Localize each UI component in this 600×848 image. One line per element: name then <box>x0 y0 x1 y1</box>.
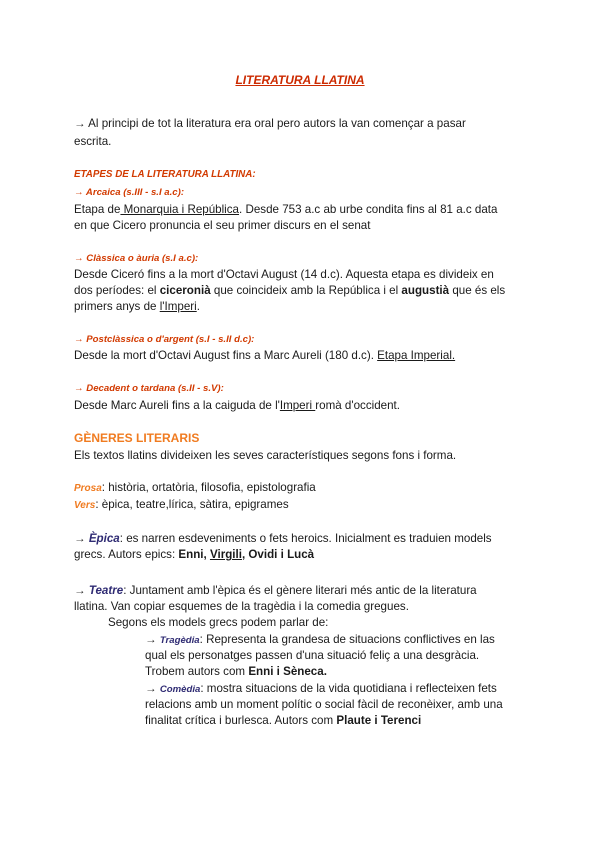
decadent-line-1 <box>74 398 400 413</box>
classica-text: que és els <box>449 284 506 297</box>
epica-tag: Èpica <box>88 532 120 545</box>
vers-tag: Vers <box>74 500 96 511</box>
teatre-line-2: llatina. Van copiar esquemes de la tragèdia i la comedia gregues. <box>74 600 409 613</box>
teatre-tag: Teatre <box>88 584 124 597</box>
prosa-line <box>74 480 316 496</box>
augustia-term: augustià <box>401 284 450 297</box>
arrow-glyph: → <box>74 584 89 597</box>
arrow-glyph: → <box>145 682 160 695</box>
classica-text: que coincideix amb la República i el <box>210 284 402 297</box>
teatre-text: : Juntament amb l'èpica és el gènere literari més antic de la literatura <box>123 584 477 597</box>
tragedia-line-2: qual els personatges passen d'una situació feliç a una desgràcia. <box>145 649 480 662</box>
classica-line-1: Desde Ciceró fins a la mort d'Octavi August (14 d.c). Aquesta etapa es divideix en <box>74 268 494 281</box>
etapes-heading: ETAPES DE LA LITERATURA LLATINA: <box>74 169 256 180</box>
comedia-text: : mostra situacions de la vida quotidiana i reflecteixen fets <box>200 682 497 695</box>
tragedia-text: Trobem autors com <box>145 665 249 678</box>
decadent-text: romà d'occident. <box>315 399 400 412</box>
page-title: LITERATURA LLATINA <box>235 73 365 87</box>
monarquia-link: Monarquia i República <box>120 203 240 216</box>
classica-text: dos períodes: el <box>74 284 160 297</box>
classica-text: . <box>196 300 200 313</box>
intro-line-1: → Al principi de tot la literatura era oral pero autors la van començar a pasar <box>74 117 466 130</box>
comedia-line-3 <box>145 713 421 728</box>
tragedia-authors: Enni i Sèneca. <box>248 665 327 678</box>
epica-author: , Ovidi i Lucà <box>241 548 315 561</box>
postclassica-heading: → Postclàssica o d'argent (s.I - s.II d.c): <box>74 334 255 345</box>
classica-text: primers anys de <box>74 300 160 313</box>
arcaica-line-1 <box>74 202 497 217</box>
tragedia-line-1 <box>145 632 495 648</box>
imperi-link: l'Imperi <box>159 300 197 313</box>
classica-line-3 <box>74 299 200 314</box>
virgili-author: Virgili <box>209 548 242 561</box>
postclassica-text: Desde la mort d'Octavi August fins a Marc Aureli (180 d.c). <box>74 349 378 362</box>
imperi-term: Imperi <box>279 399 316 412</box>
etapa-imperial-link: Etapa Imperial. <box>377 349 456 362</box>
classica-heading: → Clàssica o àuria (s.I a.c): <box>74 253 199 264</box>
prosa-text: : història, ortatòria, filosofia, epistolografia <box>101 481 316 494</box>
tragedia-tag: Tragèdia <box>159 635 200 646</box>
arcaica-line-2: en que Cicero pronuncia el seu primer discurs en el senat <box>74 219 371 232</box>
epica-line-2 <box>74 547 314 562</box>
epica-line-1 <box>74 531 492 546</box>
epica-author: Enni, <box>178 548 210 561</box>
ciceronia-term: ciceronià <box>159 284 211 297</box>
vers-line <box>74 497 289 513</box>
epica-text: grecs. Autors epics: <box>74 548 179 561</box>
arrow-glyph: → <box>145 633 160 646</box>
arrow-glyph: → <box>74 532 89 545</box>
comedia-line-2: relacions amb un moment polític o social fàcil de reconèixer, amb una <box>145 698 503 711</box>
classica-line-2 <box>74 283 505 298</box>
comedia-line-1 <box>145 681 497 697</box>
arcaica-text: Etapa de <box>74 203 121 216</box>
intro-line-2: escrita. <box>74 135 112 148</box>
tragedia-line-3 <box>145 664 327 679</box>
decadent-text: Desde Marc Aureli fins a la caiguda de l' <box>74 399 280 412</box>
comedia-tag: Comèdia <box>159 684 201 695</box>
generes-line-1: Els textos llatins divideixen les seves característiques segons fons i forma. <box>74 449 457 462</box>
vers-text: : èpica, teatre,lírica, sàtira, epigrames <box>95 498 289 511</box>
decadent-heading: → Decadent o tardana (s.II - s.V): <box>74 383 224 394</box>
comedia-authors: Plaute i Terenci <box>336 714 422 727</box>
comedia-text: finalitat crítica i burlesca. Autors com <box>145 714 337 727</box>
teatre-line-3: Segons els models grecs podem parlar de: <box>108 616 329 629</box>
arcaica-text: . Desde 753 a.c ab urbe condita fins al 81 a.c data <box>239 203 498 216</box>
arcaica-heading: → Arcaica (s.III - s.I a.c): <box>74 187 185 198</box>
generes-heading: GÈNERES LITERARIS <box>74 431 200 445</box>
epica-text: : es narren esdeveniments o fets heroics. Inicialment es traduien models <box>119 532 492 545</box>
prosa-tag: Prosa <box>74 483 102 494</box>
teatre-line-1 <box>74 583 477 598</box>
tragedia-text: : Representa la grandesa de situacions conflictives en las <box>199 633 495 646</box>
postclassica-line-1 <box>74 348 455 363</box>
